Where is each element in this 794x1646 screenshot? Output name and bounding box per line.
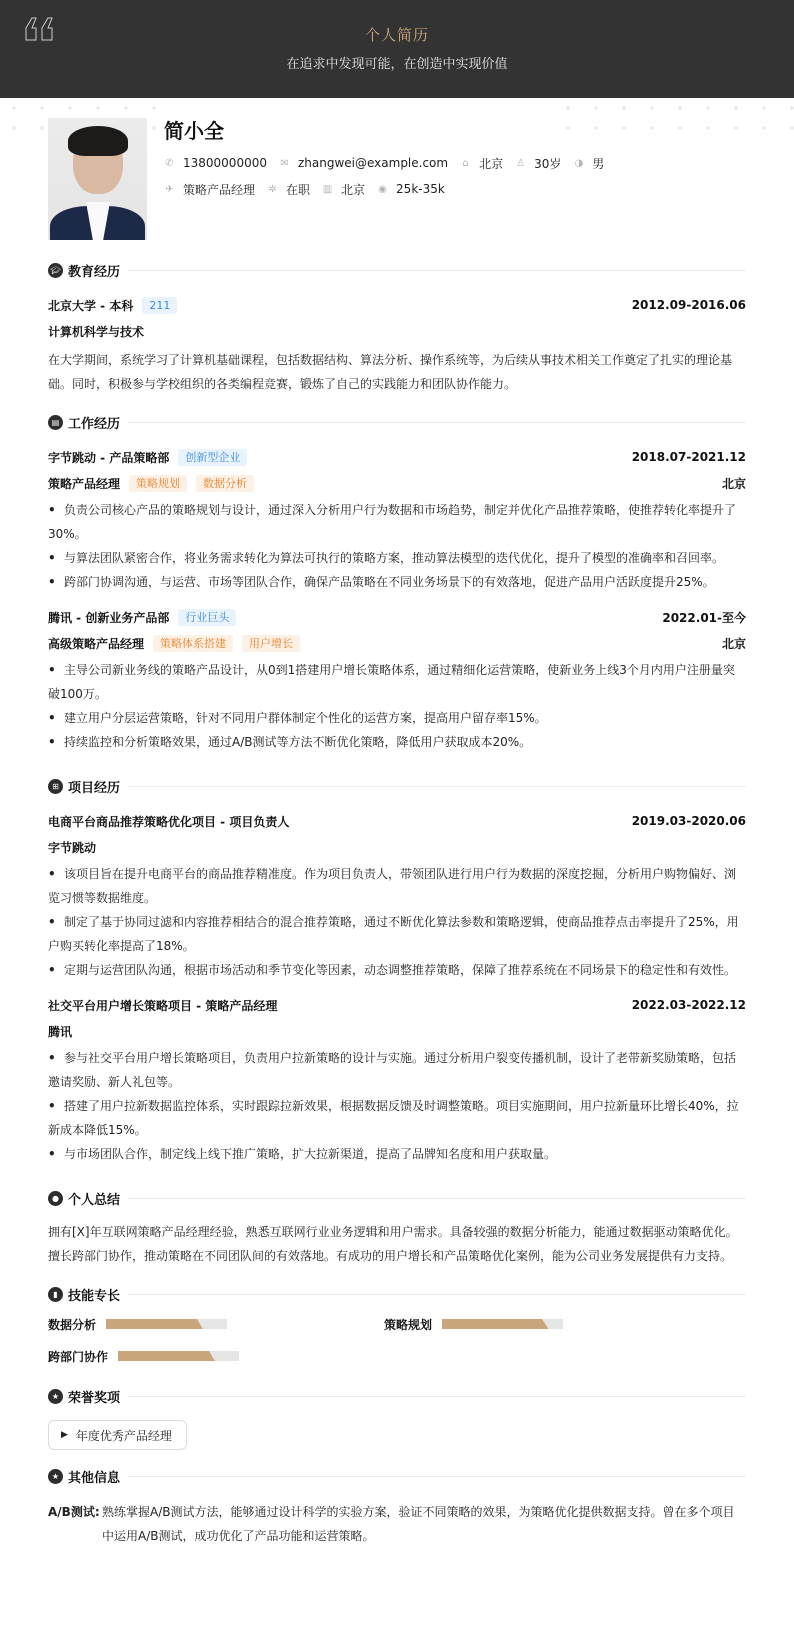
skills-grid bbox=[48, 1316, 746, 1364]
salary-icon: ◉ bbox=[378, 183, 387, 195]
age-info: ♙ 30岁 bbox=[516, 156, 562, 171]
info-icon: ★ bbox=[48, 1469, 63, 1484]
company-tag: 行业巨头 bbox=[178, 609, 236, 626]
skill-item: 跨部门协作 bbox=[48, 1348, 384, 1364]
phone-info: ✆ 13800000000 bbox=[165, 156, 267, 170]
skill-tag: 数据分析 bbox=[196, 475, 254, 492]
resume-header bbox=[0, 0, 794, 98]
list-item: • 持续监控和分析策略效果，通过A/B测试等方法不断优化策略，降低用户获取成本20%。 bbox=[48, 735, 532, 749]
user-icon: ● bbox=[48, 1191, 63, 1206]
other-info-item bbox=[48, 1500, 746, 1548]
summary-text: 拥有[X]年互联网策略产品经理经验，熟悉互联网行业业务逻辑和用户需求。具备较强的数据分析能力，能通过数据驱动策略优化。擅长跨部门协作，推动策略在不同团队间的有效落地。有成功的用户增长和产品策略优化案例，能为公司业务发展提供有力支持。 bbox=[48, 1225, 738, 1263]
work-date: 2018.07-2021.12 bbox=[631, 450, 746, 464]
major: 计算机科学与技术 bbox=[48, 324, 145, 339]
divider bbox=[128, 270, 746, 271]
work-location: 北京 bbox=[721, 636, 746, 651]
section-work: ▤ 工作经历 bbox=[48, 410, 746, 434]
list-item: • 主导公司新业务线的策略产品设计，从0到1搭建用户增长策略体系，通过精细化运营策略，使新业务上线3个月内用户注册量突破100万。 bbox=[48, 663, 735, 701]
school-tag: 211 bbox=[142, 297, 177, 314]
phone-icon: ✆ bbox=[165, 157, 174, 169]
company-name: 字节跳动 - 产品策略部 bbox=[48, 450, 170, 465]
education-description: 在大学期间，系统学习了计算机基础课程，包括数据结构、算法分析、操作系统等，为后续从事技术相关工作奠定了扎实的理论基础。同时，积极参与学校组织的各类编程竞赛，锻炼了自己的实践能力和团队协作能力。 bbox=[48, 353, 733, 391]
graduation-cap-icon: 🎓︎ bbox=[48, 263, 63, 278]
company-tag: 创新型企业 bbox=[178, 449, 247, 466]
divider bbox=[128, 1396, 746, 1397]
list-item: • 制定了基于协同过滤和内容推荐相结合的混合推荐策略，通过不断优化算法参数和策略逻辑，使商品推荐点击率提升了25%，用户购买转化率提高了18%。 bbox=[48, 915, 739, 953]
award-item: ▶ 年度优秀产品经理 bbox=[48, 1420, 187, 1450]
quote-icon bbox=[22, 14, 58, 44]
divider bbox=[128, 1294, 746, 1295]
age-icon: ♙ bbox=[516, 157, 526, 169]
job-intent-row bbox=[164, 176, 616, 202]
skill-progress-bar bbox=[118, 1351, 239, 1361]
status-info: ✲ 在职 bbox=[268, 182, 311, 197]
education-entry bbox=[48, 292, 746, 396]
project-company: 腾讯 bbox=[48, 1024, 73, 1039]
other-info-key: A/B测试: bbox=[48, 1505, 100, 1519]
avatar bbox=[48, 118, 147, 240]
status-icon: ✲ bbox=[268, 183, 277, 195]
profile-block bbox=[0, 98, 794, 258]
city-icon: ▥ bbox=[322, 183, 333, 195]
divider bbox=[128, 1476, 746, 1477]
job-icon: ✈ bbox=[165, 183, 174, 195]
target-job-info: ✈ 策略产品经理 bbox=[165, 182, 256, 197]
section-summary: ● 个人总结 bbox=[48, 1186, 746, 1210]
project-entry bbox=[48, 808, 746, 982]
list-item: • 参与社交平台用户增长策略项目，负责用户拉新策略的设计与实施。通过分析用户裂变传播机制，设计了老带新奖励策略，包括邀请奖励、新人礼包等。 bbox=[48, 1051, 737, 1089]
other-info-value: 熟练掌握A/B测试方法，能够通过设计科学的实验方案，验证不同策略的效果，为策略优化提供数据支持。曾在多个项目中运用A/B测试，成功优化了产品功能和运营策略。 bbox=[102, 1505, 735, 1543]
location-info: ⌂ 北京 bbox=[460, 155, 503, 172]
company-name: 腾讯 - 创新业务产品部 bbox=[48, 610, 170, 625]
divider bbox=[128, 786, 746, 787]
list-item: • 跨部门协调沟通，与运营、市场等团队合作，确保产品策略在不同业务场景下的有效落地，促进产品用户活跃度提升25%。 bbox=[48, 575, 715, 589]
project-name: 社交平台用户增长策略项目 - 策略产品经理 bbox=[48, 998, 278, 1013]
skill-tag: 策略体系搭建 bbox=[153, 635, 233, 652]
education-date: 2012.09-2016.06 bbox=[631, 298, 746, 312]
skill-tag: 用户增长 bbox=[242, 635, 300, 652]
play-triangle-icon: ▶ bbox=[61, 1430, 68, 1440]
skill-item: 数据分析 bbox=[48, 1316, 384, 1332]
school-name: 北京大学 - 本科 bbox=[48, 298, 134, 313]
skill-tag: 策略规划 bbox=[129, 475, 187, 492]
list-item: • 负责公司核心产品的策略规划与设计，通过深入分析用户行为数据和市场趋势，制定并优化产品推荐策略，使推荐转化率提升了30%。 bbox=[48, 503, 737, 541]
work-date: 2022.01-至今 bbox=[662, 610, 746, 625]
project-date: 2022.03-2022.12 bbox=[631, 998, 746, 1012]
salary-info: ◉ 25k-35k bbox=[378, 182, 445, 196]
resume-subtitle: 在追求中发现可能，在创造中实现价值 bbox=[286, 57, 508, 72]
list-item: • 建立用户分层运营策略，针对不同用户群体制定个性化的运营方案，提高用户留存率15%。 bbox=[48, 711, 547, 725]
mail-icon: ✉ bbox=[280, 157, 289, 169]
project-name: 电商平台商品推荐策略优化项目 - 项目负责人 bbox=[48, 814, 290, 829]
project-date: 2019.03-2020.06 bbox=[631, 814, 746, 828]
target-city-info: ▥ 北京 bbox=[322, 182, 366, 197]
project-company: 字节跳动 bbox=[48, 840, 97, 855]
briefcase-icon: ▤ bbox=[48, 415, 63, 430]
skill-item: 策略规划 bbox=[384, 1316, 720, 1332]
skill-progress-bar bbox=[106, 1319, 227, 1329]
email-info: ✉ zhangwei@example.com bbox=[280, 156, 449, 170]
list-item: • 该项目旨在提升电商平台的商品推荐精准度。作为项目负责人，带领团队进行用户行为数据的深度挖掘，分析用户购物偏好、浏览习惯等数据维度。 bbox=[48, 867, 737, 905]
resume-title: 个人简历 bbox=[364, 26, 429, 44]
home-icon: ⌂ bbox=[462, 157, 469, 169]
job-title: 策略产品经理 bbox=[48, 476, 121, 491]
grid-icon: ⊞ bbox=[48, 779, 63, 794]
project-entry bbox=[48, 992, 746, 1166]
divider bbox=[128, 1198, 746, 1199]
work-location: 北京 bbox=[721, 476, 746, 491]
bar-chart-icon: ▮ bbox=[48, 1287, 63, 1302]
job-title: 高级策略产品经理 bbox=[48, 636, 145, 651]
contact-row bbox=[164, 150, 616, 176]
gender-icon: ◑ bbox=[574, 157, 584, 169]
divider bbox=[128, 422, 746, 423]
work-entry bbox=[48, 604, 746, 754]
gender-info: ◑ 男 bbox=[574, 156, 605, 171]
award-icon: ★ bbox=[48, 1389, 63, 1404]
list-item: • 定期与运营团队沟通，根据市场活动和季节变化等因素，动态调整推荐策略，保障了推荐系统在不同场景下的稳定性和有效性。 bbox=[48, 963, 737, 977]
section-projects: ⊞ 项目经历 bbox=[48, 774, 746, 798]
section-skills: ▮ 技能专长 bbox=[48, 1282, 746, 1306]
list-item: • 与算法团队紧密合作，将业务需求转化为算法可执行的策略方案，推动算法模型的迭代优化，提升了模型的准确率和召回率。 bbox=[48, 551, 725, 565]
candidate-name: 简小全 bbox=[164, 119, 224, 143]
work-entry bbox=[48, 444, 746, 594]
section-other: ★ 其他信息 bbox=[48, 1464, 746, 1488]
section-awards: ★ 荣誉奖项 bbox=[48, 1384, 746, 1408]
section-education: 🎓︎ 教育经历 bbox=[48, 258, 746, 282]
list-item: • 搭建了用户拉新数据监控体系，实时跟踪拉新效果，根据数据反馈及时调整策略。项目实施期间，用户拉新量环比增长40%，拉新成本降低15%。 bbox=[48, 1099, 739, 1137]
list-item: • 与市场团队合作，制定线上线下推广策略，扩大拉新渠道，提高了品牌知名度和用户获取量。 bbox=[48, 1147, 557, 1161]
skill-progress-bar bbox=[442, 1319, 563, 1329]
